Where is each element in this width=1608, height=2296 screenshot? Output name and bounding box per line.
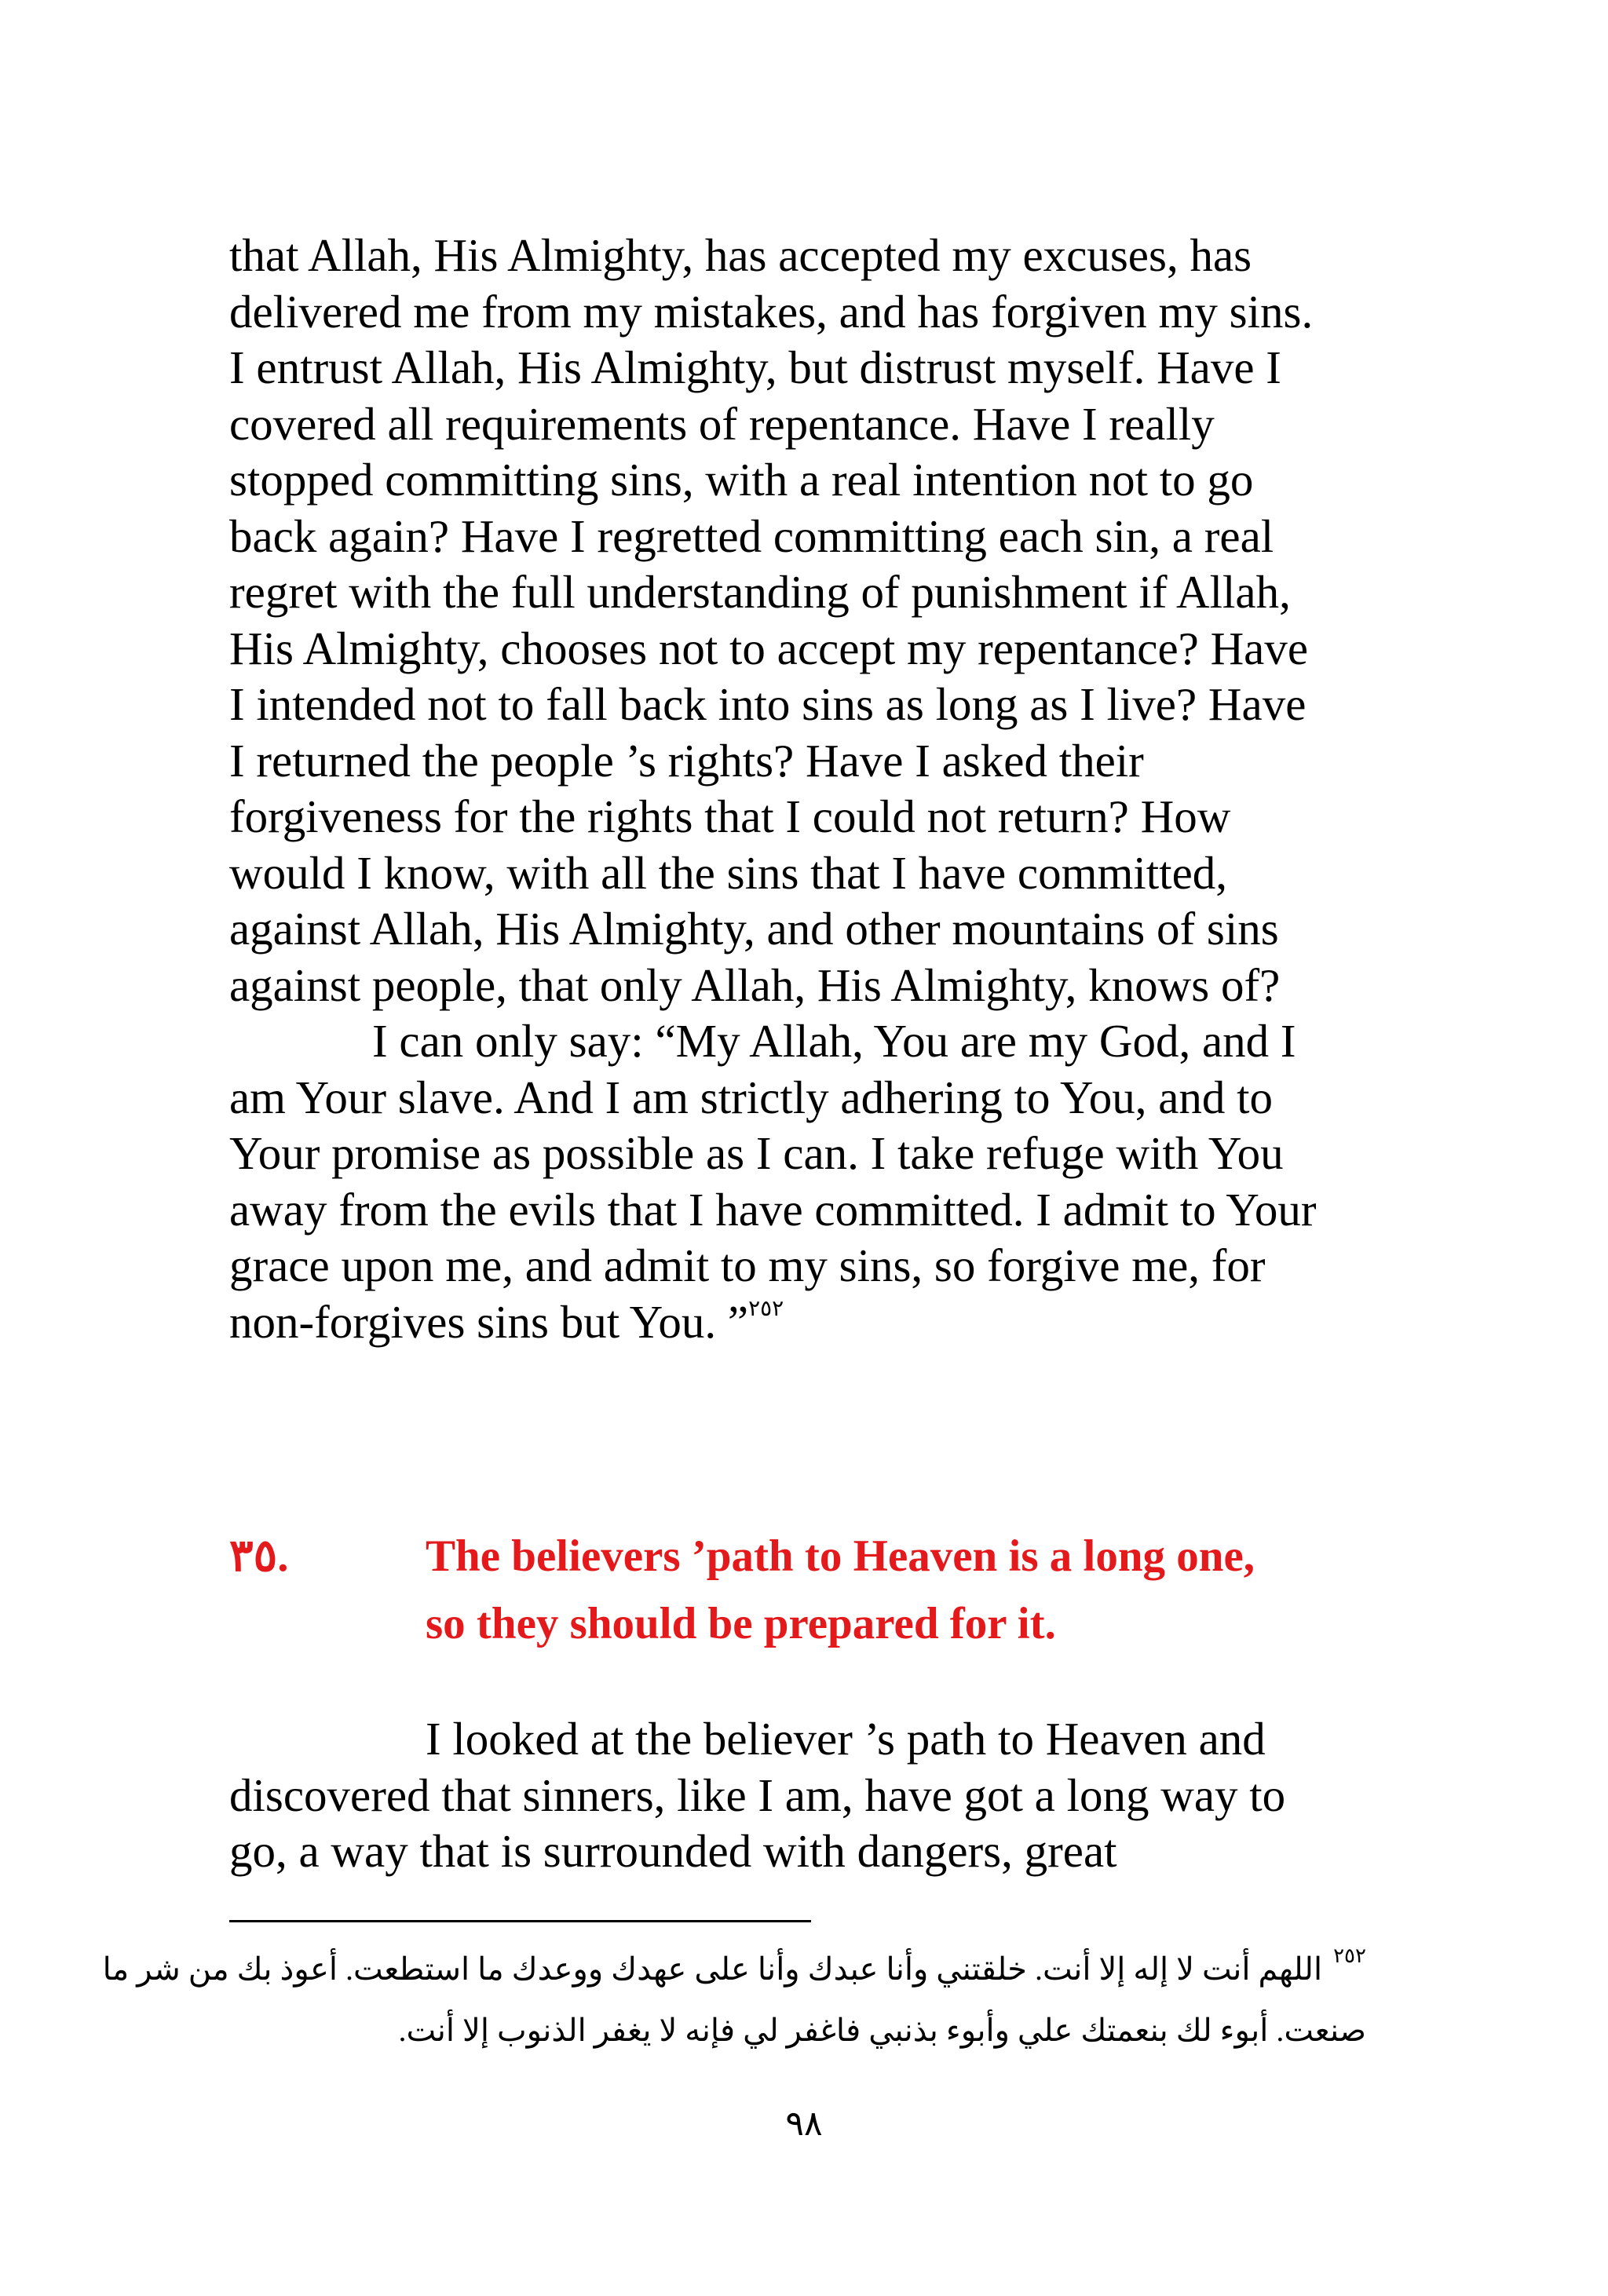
text-line: I entrust Allah, His Almighty, but distrust myself. Have I xyxy=(229,341,1281,393)
text-line: His Almighty, chooses not to accept my repentance? Have xyxy=(229,622,1309,674)
text-line: I can only say: “My Allah, You are my God, and I xyxy=(372,1015,1296,1067)
text-line: that Allah, His Almighty, has accepted my excuses, has xyxy=(229,229,1252,281)
footnote-number: ٢٥٢ xyxy=(1333,1944,1366,1967)
footnote-text: اللهم أنت لا إله إلا أنت. خلقتني وأنا عبدك وأنا على عهدك ووعدك ما استطعت. أعوذ بك من شر ما xyxy=(102,1951,1323,1987)
text-line: I looked at the believer ’s path to Heaven and xyxy=(426,1713,1266,1765)
paragraph-path xyxy=(229,1711,1383,1880)
text-line: Your promise as possible as I can. I take refuge with You xyxy=(229,1127,1284,1179)
text-line: away from the evils that I have committed. I admit to Your xyxy=(229,1183,1317,1236)
text-line: am Your slave. And I am strictly adhering to You, and to xyxy=(229,1071,1274,1123)
paragraph-repentance xyxy=(229,228,1383,1350)
footnote-reference[interactable]: ٢٥٢ xyxy=(748,1296,784,1321)
text-line: grace upon me, and admit to my sins, so forgive me, for xyxy=(229,1239,1266,1291)
text-line: against people, that only Allah, His Almighty, knows of? xyxy=(229,958,1281,1011)
text-line: discovered that sinners, like I am, have got a long way to xyxy=(229,1769,1286,1821)
footnote xyxy=(102,1939,1366,2061)
footnote-line: صنعت. أبوء لك بنعمتك علي وأبوء بذنبي فاغفر لي فإنه لا يغفر الذنوب إلا أنت. xyxy=(398,2013,1366,2048)
section-title-line: so they should be prepared for it. xyxy=(426,1599,1056,1648)
text-line: would I know, with all the sins that I have committed, xyxy=(229,846,1228,899)
page-number: ٩٨ xyxy=(785,2104,823,2143)
text-line: stopped committing sins, with a real intention not to go xyxy=(229,454,1254,506)
text-line: against Allah, His Almighty, and other mountains of sins xyxy=(229,903,1279,955)
text-line-content: non-forgives sins but You. ” xyxy=(229,1295,749,1348)
section-title-line: The believers ’path to Heaven is a long one, xyxy=(426,1531,1255,1581)
text-line: covered all requirements of repentance. Have I really xyxy=(229,397,1215,450)
footnote-separator xyxy=(229,1920,811,1922)
section-title xyxy=(426,1523,1255,1658)
section-number: ٣٥. xyxy=(229,1531,289,1581)
text-line: back again? Have I regretted committing each sin, a real xyxy=(229,509,1274,562)
text-line: I intended not to fall back into sins as long as I live? Have xyxy=(229,678,1306,730)
text-line: delivered me from my mistakes, and has forgiven my sins. xyxy=(229,285,1314,338)
text-line: regret with the full understanding of punishment if Allah, xyxy=(229,566,1291,618)
footnote-line xyxy=(102,1939,1366,2000)
text-line: forgiveness for the rights that I could not return? How xyxy=(229,790,1231,842)
text-line: I returned the people ’s rights? Have I asked their xyxy=(229,734,1144,787)
text-line-last xyxy=(229,1294,1383,1351)
text-line: go, a way that is surrounded with dangers, great xyxy=(229,1825,1117,1877)
